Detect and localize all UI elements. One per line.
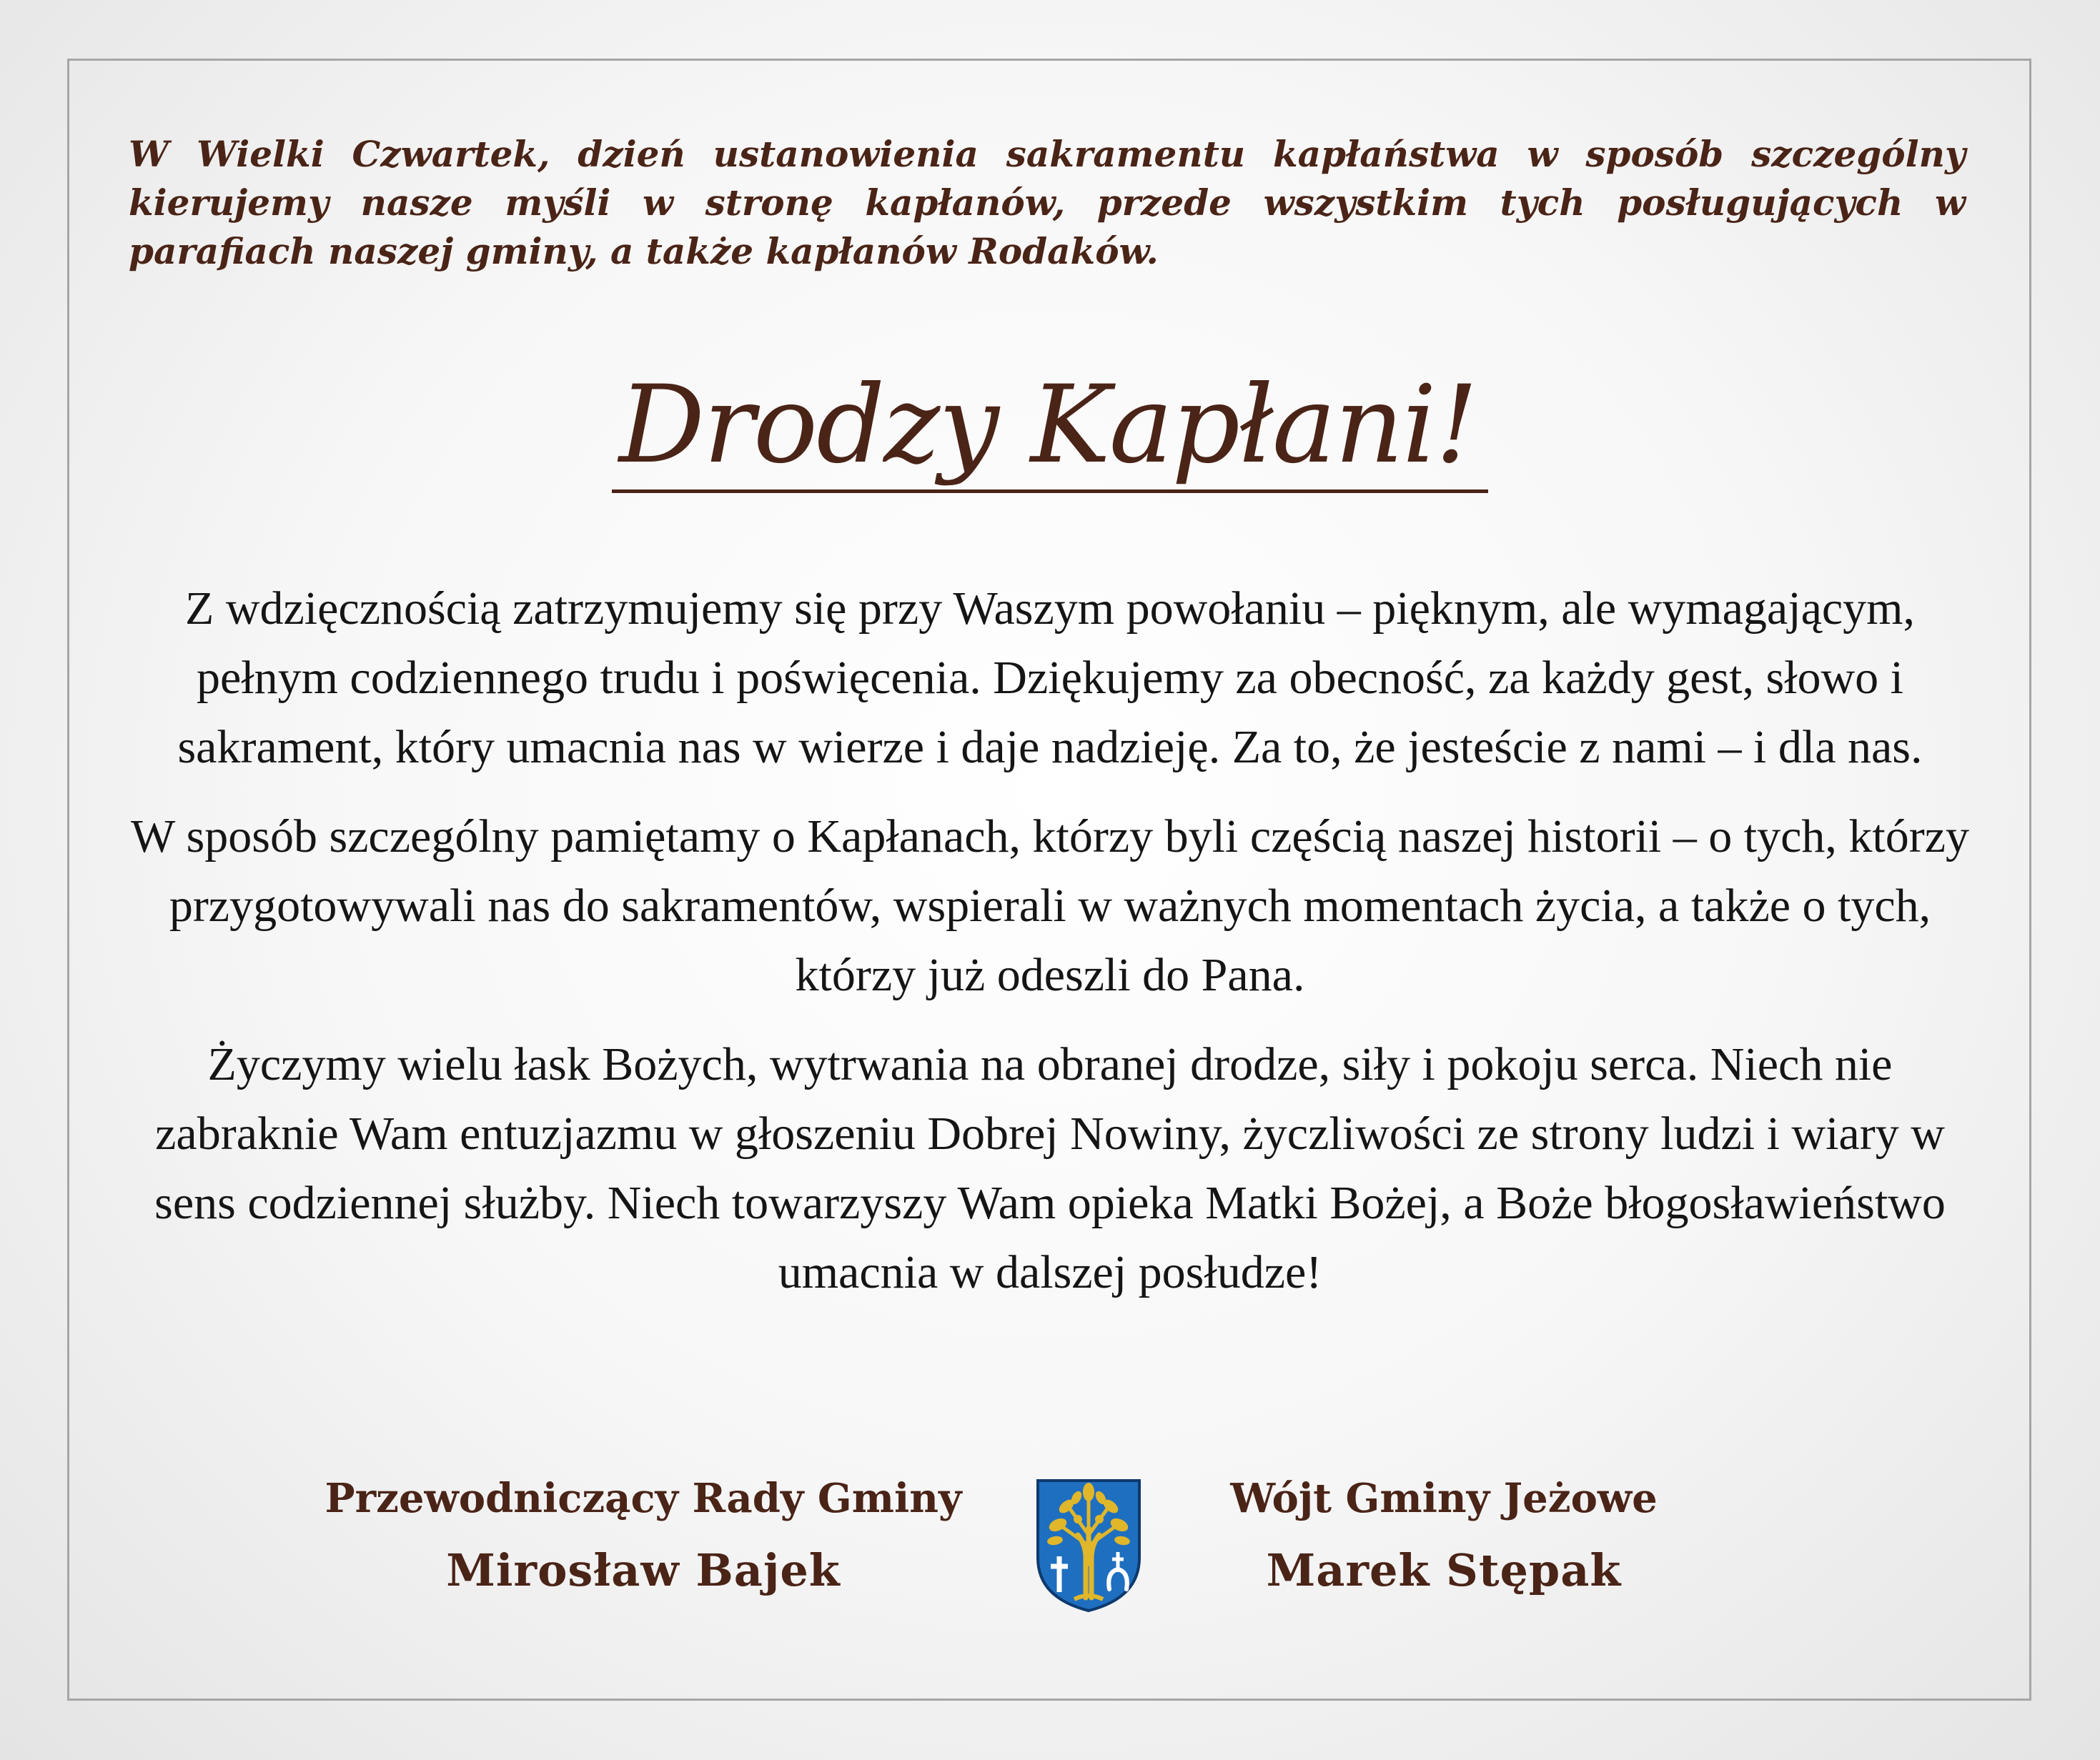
- signature-council-chairman: [286, 1473, 1001, 1599]
- intro-text: W Wielki Czwartek, dzień ustanowienia sakramentu kapłaństwa w sposób szczególny kierujemy nasze myśli w stronę kapłanów, przede wszystkim tych posługujących w parafiach naszej gminy, a także kapłanów Rodaków.: [129, 133, 1966, 272]
- coat-of-arms-icon: [1035, 1478, 1142, 1614]
- signature-mayor: [1151, 1473, 1737, 1599]
- signature-name: Marek Stępak: [1266, 1544, 1622, 1596]
- paragraph-gratitude: Z wdzięcznością zatrzymujemy się przy Waszym powołaniu – pięknym, ale wymagającym, pełnym codziennego trudu i poświęcenia. Dziękujemy za obecność, za każdy gest, słowo i sakrament, który umacnia nas w wierze i daje nadzieję. Za to, że jesteście z nami – i dla nas.: [177, 582, 1923, 773]
- paragraph-wishes: Życzymy wielu łask Bożych, wytrwania na obranej drodze, siły i pokoju serca. Niech nie zabraknie Wam entuzjazmu w głoszeniu Dobrej Nowiny, życzliwości ze strony ludzi i wiary w sens codziennej służby. Niech towarzyszy Wam opieka Matki Bożej, a Boże błogosławieństwo umacnia w dalszej posłudze!: [154, 1038, 1946, 1298]
- signature-name: Mirosław Bajek: [446, 1544, 841, 1596]
- paragraph-remembrance: W sposób szczególny pamiętamy o Kapłanach, którzy byli częścią naszej historii – o tych, którzy przygotowywali nas do sakramentów, wspierali w ważnych momentach życia, a także o tych, którzy już odeszli do Pana.: [130, 810, 1969, 1001]
- signature-role: Wójt Gminy Jeżowe: [1230, 1475, 1658, 1522]
- greeting-heading: Drodzy Kapłani!: [612, 361, 1488, 493]
- heading-container: [0, 361, 2100, 493]
- signature-role: Przewodniczący Rady Gminy: [325, 1475, 962, 1522]
- message-body: [122, 574, 1978, 1327]
